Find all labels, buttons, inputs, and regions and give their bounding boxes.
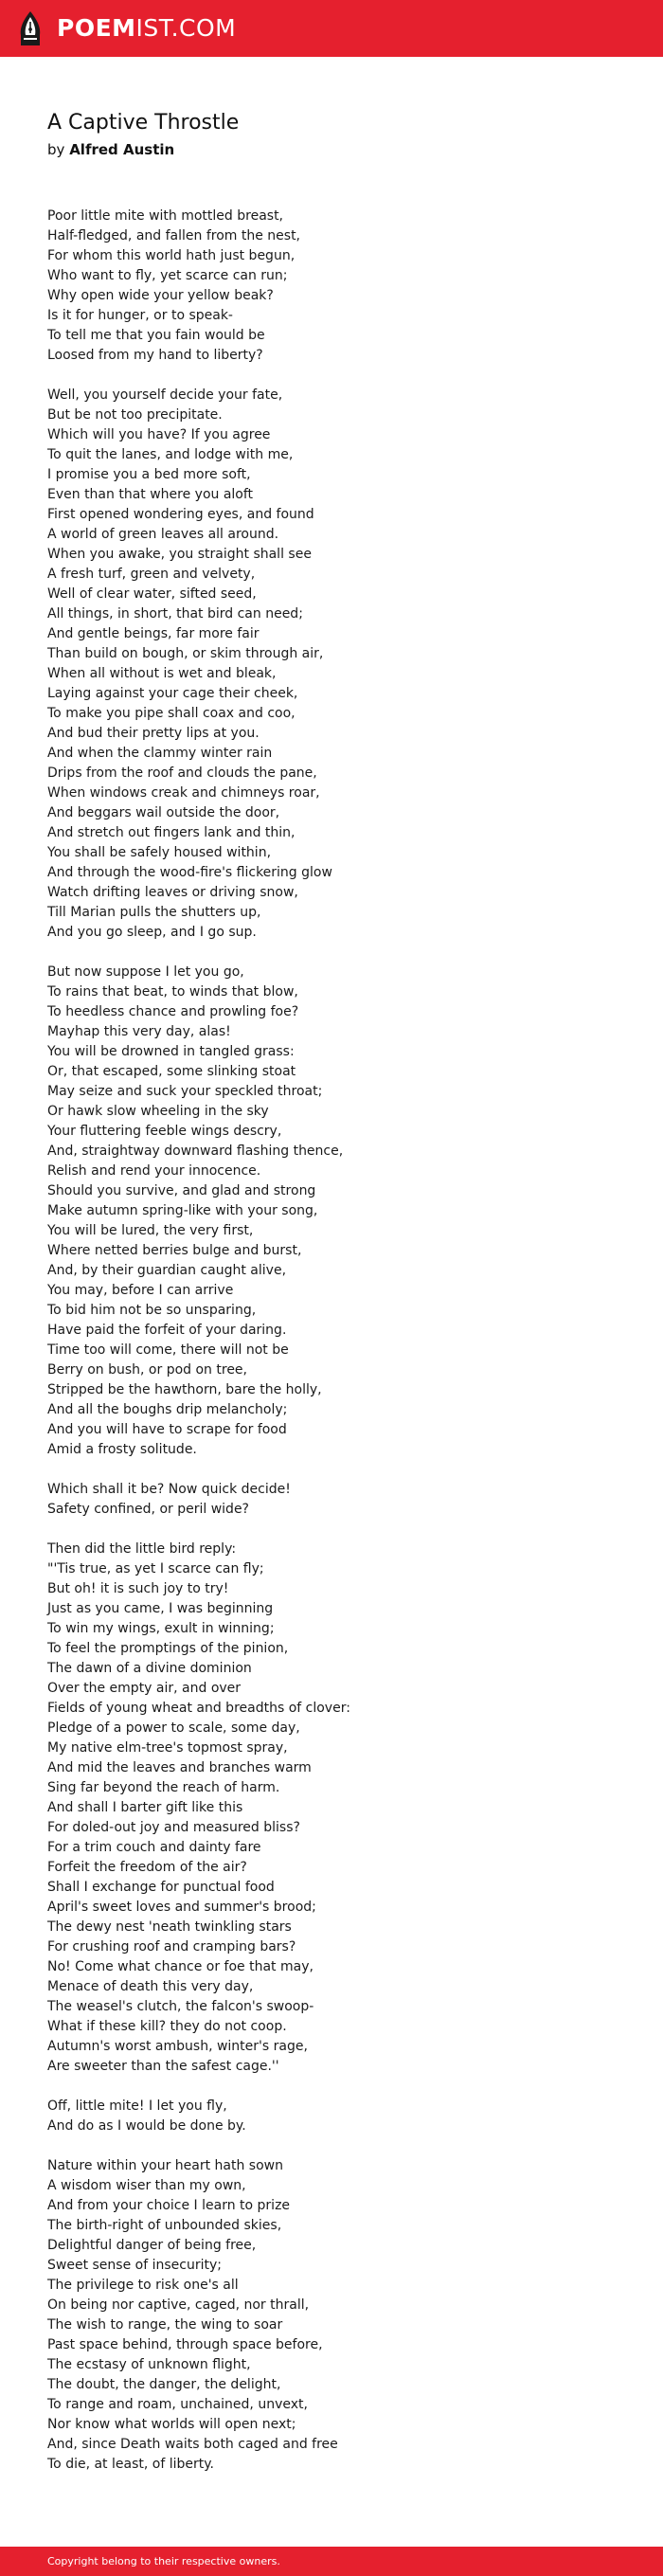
- poem-line: Or hawk slow wheeling in the sky: [47, 1104, 269, 1119]
- poem-line: And from your choice I learn to prize: [47, 2198, 291, 2213]
- poem-line: Shall I exchange for punctual food: [47, 1880, 275, 1895]
- poem-line: Why open wide your yellow beak?: [47, 288, 274, 303]
- poem-line: All things, in short, that bird can need;: [47, 606, 303, 621]
- poem-line: Half-fledged, and fallen from the nest,: [47, 228, 301, 243]
- poem-line: Delightful danger of being free,: [47, 2238, 257, 2253]
- poem-line: Where netted berries bulge and burst,: [47, 1243, 302, 1258]
- poem-line: Your fluttering feeble wings descry,: [47, 1124, 282, 1139]
- poem-line: Over the empty air, and over: [47, 1681, 242, 1696]
- poem-line: Than build on bough, or skim through air,: [47, 646, 324, 661]
- poem-line: First opened wondering eyes, and found: [47, 507, 314, 522]
- poem-line: To make you pipe shall coax and coo,: [47, 706, 296, 721]
- poem-line: To range and roam, unchained, unvext,: [47, 2397, 308, 2412]
- poem-line: But be not too precipitate.: [47, 407, 223, 423]
- poem-line: When windows creak and chimneys roar,: [47, 785, 320, 801]
- poem-line: Forfeit the freedom of the air?: [47, 1860, 247, 1875]
- poem-line: For whom this world hath just begun,: [47, 248, 296, 263]
- poem-stanza: [47, 207, 635, 366]
- poem-line: To rains that beat, to winds that blow,: [47, 984, 298, 1000]
- poem-line: "'Tis true, as yet I scarce can fly;: [47, 1561, 264, 1576]
- poem-line: And do as I would be done by.: [47, 2118, 246, 2134]
- poem-line: Make autumn spring-like with your song,: [47, 1203, 318, 1218]
- poem-line: My native elm-tree's topmost spray,: [47, 1740, 288, 1756]
- poem-line: And beggars wail outside the door,: [47, 805, 280, 820]
- poem-line: Menace of death this very day,: [47, 1979, 254, 1994]
- poem-line: No! Come what chance or foe that may,: [47, 1959, 314, 1974]
- poem-stanza: [47, 963, 635, 1460]
- poem-line: To feel the promptings of the pinion,: [47, 1641, 289, 1656]
- poem-title: A Captive Throstle: [47, 111, 240, 135]
- poem-line: Safety confined, or peril wide?: [47, 1502, 249, 1517]
- poem-line: And, straightway downward flashing thence,: [47, 1144, 344, 1159]
- poem-line: Or, that escaped, some slinking stoat: [47, 1064, 296, 1079]
- poem-line: Mayhap this very day, alas!: [47, 1024, 231, 1039]
- poem-stanza: [47, 1480, 635, 1520]
- logo-text-light: IST.COM: [135, 14, 237, 42]
- poem-line: Which shall it be? Now quick decide!: [47, 1482, 291, 1497]
- poem-line: A wisdom wiser than my own,: [47, 2178, 246, 2193]
- poem-stanza: [47, 1540, 635, 2077]
- poem-line: When all without is wet and bleak,: [47, 666, 277, 681]
- poem-line: Pledge of a power to scale, some day,: [47, 1720, 300, 1736]
- poem-line: Well of clear water, sifted seed,: [47, 586, 257, 602]
- site-logo[interactable]: [57, 14, 236, 43]
- poem-line: You may, before I can arrive: [47, 1283, 234, 1298]
- poem-line: I promise you a bed more soft,: [47, 467, 251, 482]
- poem-line: To die, at least, of liberty.: [47, 2457, 214, 2472]
- poem-line: April's sweet loves and summer's brood;: [47, 1900, 316, 1915]
- copyright-notice: Copyright belong to their respective owners.: [47, 2555, 280, 2567]
- poem-line: And stretch out fingers lank and thin,: [47, 825, 296, 840]
- logo-text-bold: POEM: [57, 14, 136, 42]
- poem-line: And you go sleep, and I go sup.: [47, 925, 257, 940]
- poem-line: To quit the lanes, and lodge with me,: [47, 447, 294, 462]
- poem-stanza: [47, 2156, 635, 2475]
- poem-line: The weasel's clutch, the falcon's swoop-: [47, 1999, 314, 2014]
- poem-line: Is it for hunger, or to speak-: [47, 308, 233, 323]
- poem-line: Off, little mite! I let you fly,: [47, 2099, 227, 2114]
- poem-line: Who want to fly, yet scarce can run;: [47, 268, 288, 283]
- poem-line: Poor little mite with mottled breast,: [47, 208, 284, 224]
- poem-line: When you awake, you straight shall see: [47, 547, 312, 562]
- poem-line: Are sweeter than the safest cage.'': [47, 2059, 279, 2074]
- poem-stanza: [47, 2097, 635, 2136]
- poem-line: But now suppose I let you go,: [47, 964, 244, 980]
- poem-line: Sweet sense of insecurity;: [47, 2258, 222, 2273]
- poem-line: A world of green leaves all around.: [47, 527, 279, 542]
- poem-line: To tell me that you fain would be: [47, 328, 265, 343]
- poem-line: Even than that where you aloft: [47, 487, 254, 502]
- poem-line: For doled-out joy and measured bliss?: [47, 1820, 300, 1835]
- poem-line: May seize and suck your speckled throat;: [47, 1084, 323, 1099]
- poem-line: For a trim couch and dainty fare: [47, 1840, 261, 1855]
- poem-line: The wish to range, the wing to soar: [47, 2317, 283, 2333]
- poem-line: Which will you have? If you agree: [47, 427, 271, 442]
- poem-line: And you will have to scrape for food: [47, 1422, 287, 1437]
- poem-line: On being nor captive, caged, nor thrall,: [47, 2297, 310, 2313]
- poem-line: And all the boughs drip melancholy;: [47, 1402, 288, 1417]
- poem-line: And shall I barter gift like this: [47, 1800, 243, 1815]
- poem-line: The dawn of a divine dominion: [47, 1661, 252, 1676]
- poem-line: For crushing roof and cramping bars?: [47, 1939, 296, 1955]
- poem-line: The dewy nest 'neath twinkling stars: [47, 1919, 292, 1935]
- poem-line: Well, you yourself decide your fate,: [47, 387, 283, 403]
- poem-line: And, since Death waits both caged and free: [47, 2437, 338, 2452]
- poem-line: The doubt, the danger, the delight,: [47, 2377, 281, 2392]
- poem-line: Amid a frosty solitude.: [47, 1442, 197, 1457]
- poem-line: To heedless chance and prowling foe?: [47, 1004, 299, 1019]
- poem-line: Loosed from my hand to liberty?: [47, 348, 263, 363]
- poem-body: [47, 207, 635, 2495]
- poem-byline: [47, 140, 174, 159]
- poem-line: Drips from the roof and clouds the pane,: [47, 766, 317, 781]
- poem-line: The privilege to risk one's all: [47, 2278, 239, 2293]
- site-header: [0, 0, 663, 57]
- poem-line: Berry on bush, or pod on tree,: [47, 1362, 247, 1378]
- poem-line: Watch drifting leaves or driving snow,: [47, 885, 298, 900]
- poem-line: Relish and rend your innocence.: [47, 1163, 261, 1179]
- poem-line: You will be drowned in tangled grass:: [47, 1044, 295, 1059]
- poem-line: And mid the leaves and branches warm: [47, 1760, 312, 1775]
- poem-line: Nature within your heart hath sown: [47, 2158, 283, 2173]
- pen-nib-icon[interactable]: [17, 10, 44, 46]
- poem-line: To bid him not be so unsparing,: [47, 1303, 257, 1318]
- site-footer: [0, 2547, 663, 2576]
- poem-line: Autumn's worst ambush, winter's rage,: [47, 2039, 308, 2054]
- poem-line: Time too will come, there will not be: [47, 1342, 289, 1358]
- poem-line: Stripped be the hawthorn, bare the holly,: [47, 1382, 322, 1397]
- poem-line: The birth-right of unbounded skies,: [47, 2218, 282, 2233]
- poem-line: Laying against your cage their cheek,: [47, 686, 298, 701]
- poem-line: Just as you came, I was beginning: [47, 1601, 274, 1616]
- poem-line: Sing far beyond the reach of harm.: [47, 1780, 280, 1795]
- poem-line: Should you survive, and glad and strong: [47, 1183, 316, 1198]
- poem-line: Past space behind, through space before,: [47, 2337, 323, 2352]
- poem-line: And when the clammy winter rain: [47, 746, 273, 761]
- poem-stanza: [47, 386, 635, 943]
- poem-line: To win my wings, exult in winning;: [47, 1621, 275, 1636]
- poem-line: The ecstasy of unknown flight,: [47, 2357, 251, 2372]
- poem-line: You shall be safely housed within,: [47, 845, 272, 860]
- poem-line: But oh! it is such joy to try!: [47, 1581, 229, 1596]
- poem-line: Nor know what worlds will open next;: [47, 2417, 296, 2432]
- poem-line: Fields of young wheat and breadths of clover:: [47, 1701, 350, 1716]
- poem-line: What if these kill? they do not coop.: [47, 2019, 287, 2034]
- poem-line: And gentle beings, far more fair: [47, 626, 260, 641]
- poem-line: A fresh turf, green and velvety,: [47, 567, 256, 582]
- poem-line: Have paid the forfeit of your daring.: [47, 1323, 287, 1338]
- poem-line: Till Marian pulls the shutters up,: [47, 905, 261, 920]
- poem-line: You will be lured, the very first,: [47, 1223, 254, 1238]
- by-label: by: [47, 141, 65, 158]
- poem-line: And bud their pretty lips at you.: [47, 726, 260, 741]
- poem-author[interactable]: Alfred Austin: [69, 141, 175, 158]
- poem-line: And, by their guardian caught alive,: [47, 1263, 287, 1278]
- poem-line: And through the wood-fire's flickering glow: [47, 865, 332, 880]
- poem-line: Then did the little bird reply:: [47, 1541, 237, 1557]
